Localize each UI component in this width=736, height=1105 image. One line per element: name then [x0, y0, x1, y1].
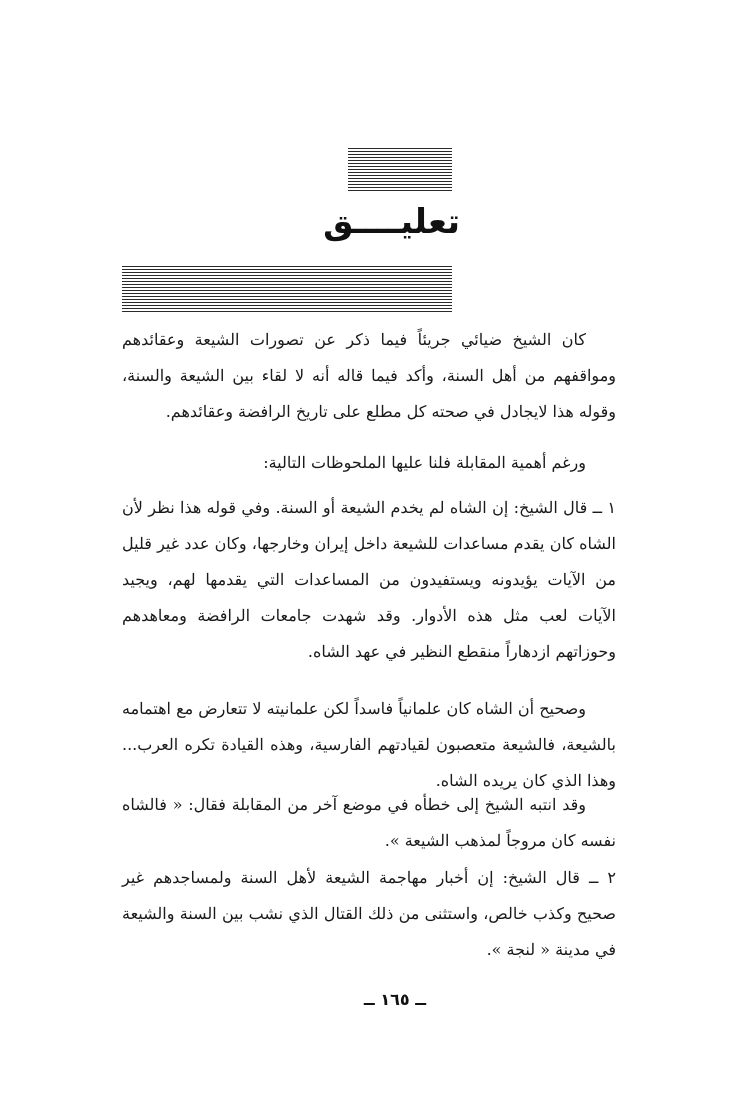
section-heading: تعليــــق [323, 202, 460, 242]
page-number: ــ ١٦٥ ــ [363, 990, 427, 1009]
decorative-rule-bottom [122, 266, 452, 312]
paragraph-point-1: ١ ــ قال الشيخ: إن الشاه لم يخدم الشيعة أو السنة. وفي قوله هذا نظر لأن الشاه كان يقدم مساعدات للشيعة داخل إيران وخارجها، وكان عدد غير قليل من الآيات يؤيدونه ويستفيدون من المساعدات التي يقدمها لهم، ويجيد الآيات لعب مثل هذه الأدوار. وقد شهدت جامعات الرافضة ومعاهدهم وحوزاتهم ازدهاراً منقطع النظير في عهد الشاه. [122, 498, 616, 661]
paragraph-intro: كان الشيخ ضيائي جريئاً فيما ذكر عن تصورات الشيعة وعقائدهم ومواقفهم من أهل السنة، وأكد فيما قاله أنه لا لقاء بين الشيعة والسنة، وقوله هذا لايجادل في صحته كل مطلع على تاريخ الرافضة وعقائدهم. [122, 330, 616, 421]
paragraph-point-2: ٢ ــ قال الشيخ: إن أخبار مهاجمة الشيعة لأهل السنة ولمساجدهم غير صحيح وكذب خالص، واستثنى من ذلك القتال الذي نشب بين السنة والشيعة في مدينة « لنجة ». [122, 868, 616, 959]
paragraph-observations-lead: ورغم أهمية المقابلة فلنا عليها الملحوظات التالية: [263, 453, 586, 472]
paragraph-sheikh-correction: وقد انتبه الشيخ إلى خطأه في موضع آخر من المقابلة فقال: « فالشاه نفسه كان مروجاً لمذهب الشيعة ». [122, 795, 616, 850]
decorative-rule-top [348, 148, 452, 193]
paragraph-secularism: وصحيح أن الشاه كان علمانياً فاسداً لكن علمانيته لا تتعارض مع اهتمامه بالشيعة، فالشيعة متعصبون لقيادتهم الفارسية، وهذه القيادة تكره العرب... وهذا الذي كان يريده الشاه. [122, 699, 616, 790]
